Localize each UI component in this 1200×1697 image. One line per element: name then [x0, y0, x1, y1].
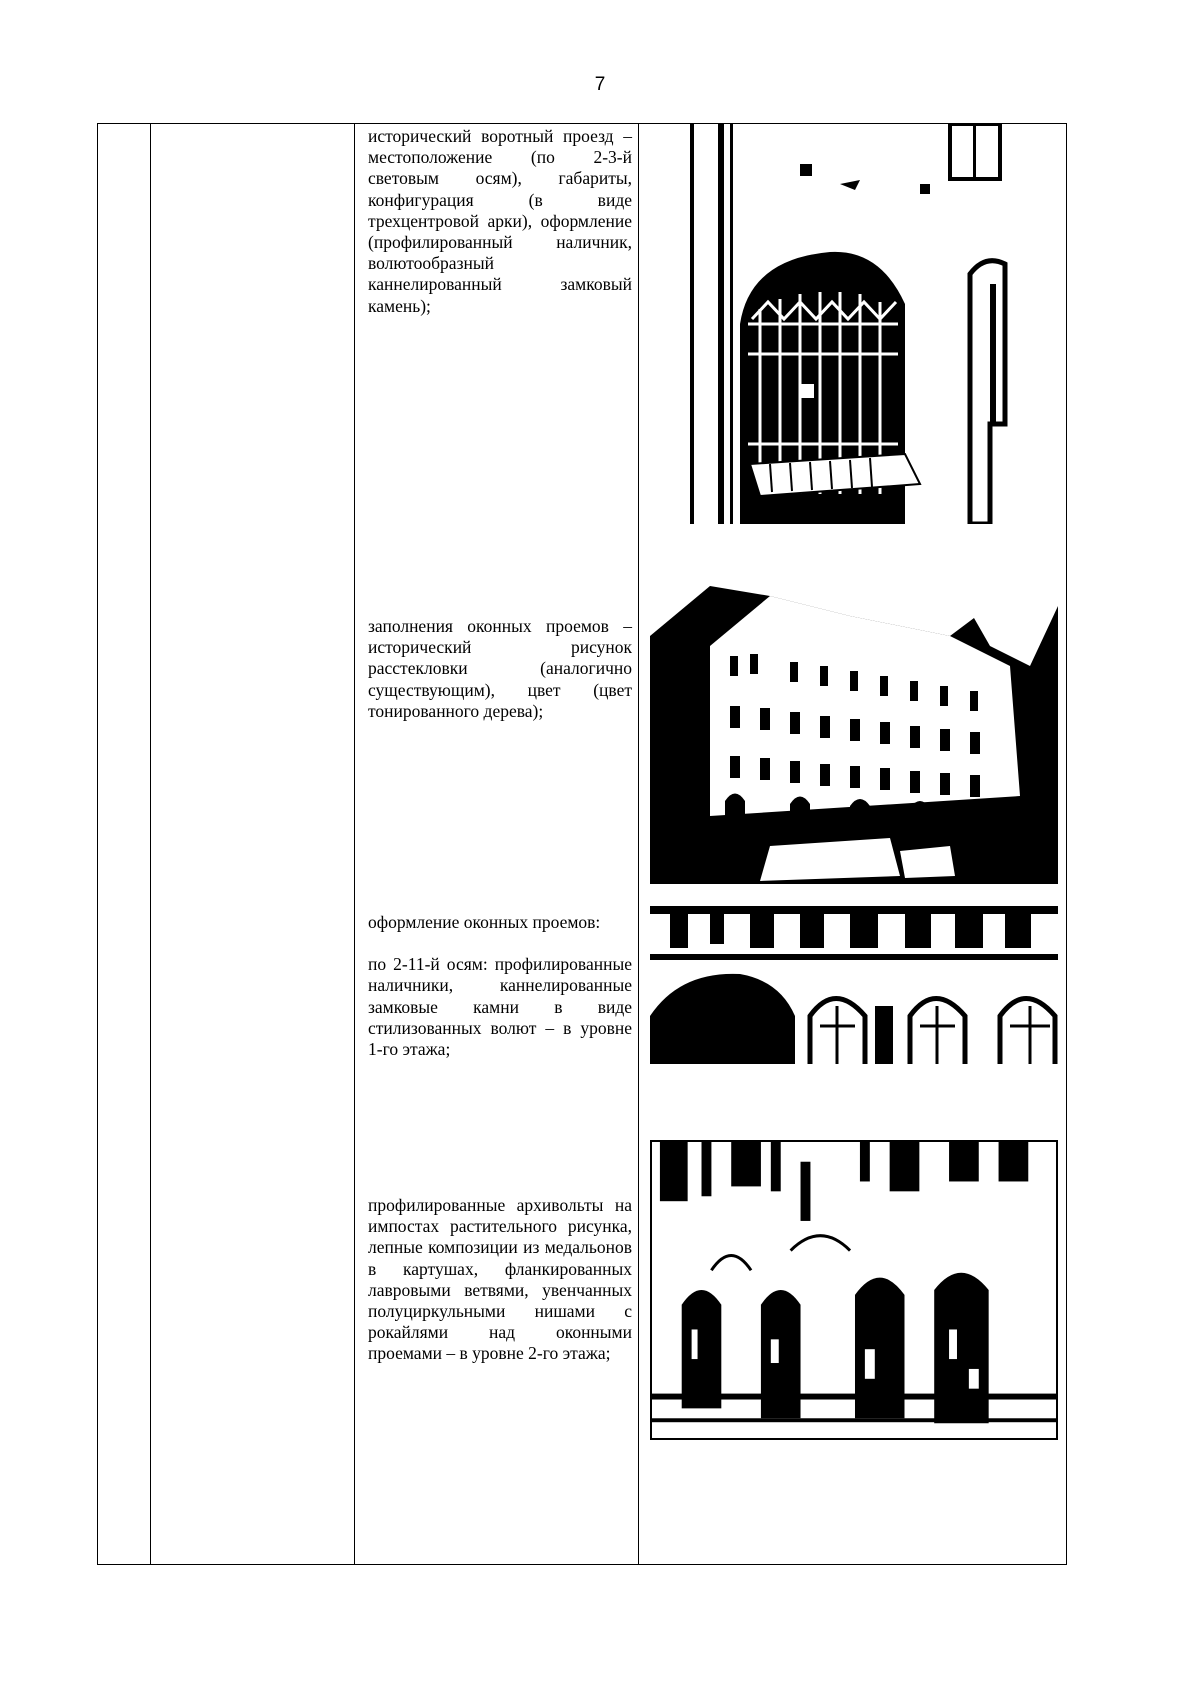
- photo-first-floor-windows: [650, 906, 1058, 1064]
- text-archivolts: [368, 1195, 632, 1365]
- paragraph-window-decoration-floor1: по 2-11-й осям: профилированные наличники, каннелированные замковые камни в виде стилизованных волют – в уровне 1-го этажа;: [368, 954, 632, 1060]
- paragraph-window-decoration-heading: оформление оконных проемов:: [368, 912, 601, 932]
- photo-building-facade: [650, 576, 1058, 884]
- page-number: 7: [594, 74, 606, 95]
- photo-second-floor-windows: [650, 1140, 1058, 1440]
- column-divider-1: [150, 124, 151, 1564]
- column-divider-3: [638, 124, 639, 1564]
- paragraph-window-fillings: заполнения оконных проемов – исторический рисунок расстекловки (аналогично существующим), цвет (цвет тонированного дерева);: [368, 616, 632, 721]
- text-window-decoration: [368, 912, 632, 1060]
- column-divider-2: [354, 124, 355, 1564]
- paragraph-gateway: исторический воротный проезд – местоположение (по 2-3-й световым осям), габариты, конфигурация (в виде трехцентровой арки), оформление (профилированный наличник, волютообразный каннелированный замковый камень);: [368, 126, 632, 316]
- text-window-fillings: [368, 616, 632, 722]
- text-gateway: [368, 126, 632, 317]
- photo-arched-gateway: [690, 124, 1015, 524]
- paragraph-archivolts: профилированные архивольты на импостах растительного рисунка, лепные композиции из медальонов в картушах, фланкированных лавровыми ветвями, увенчанных полуциркульными нишами с рокайлями над оконными проемами – в уровне 2-го этажа;: [368, 1195, 632, 1364]
